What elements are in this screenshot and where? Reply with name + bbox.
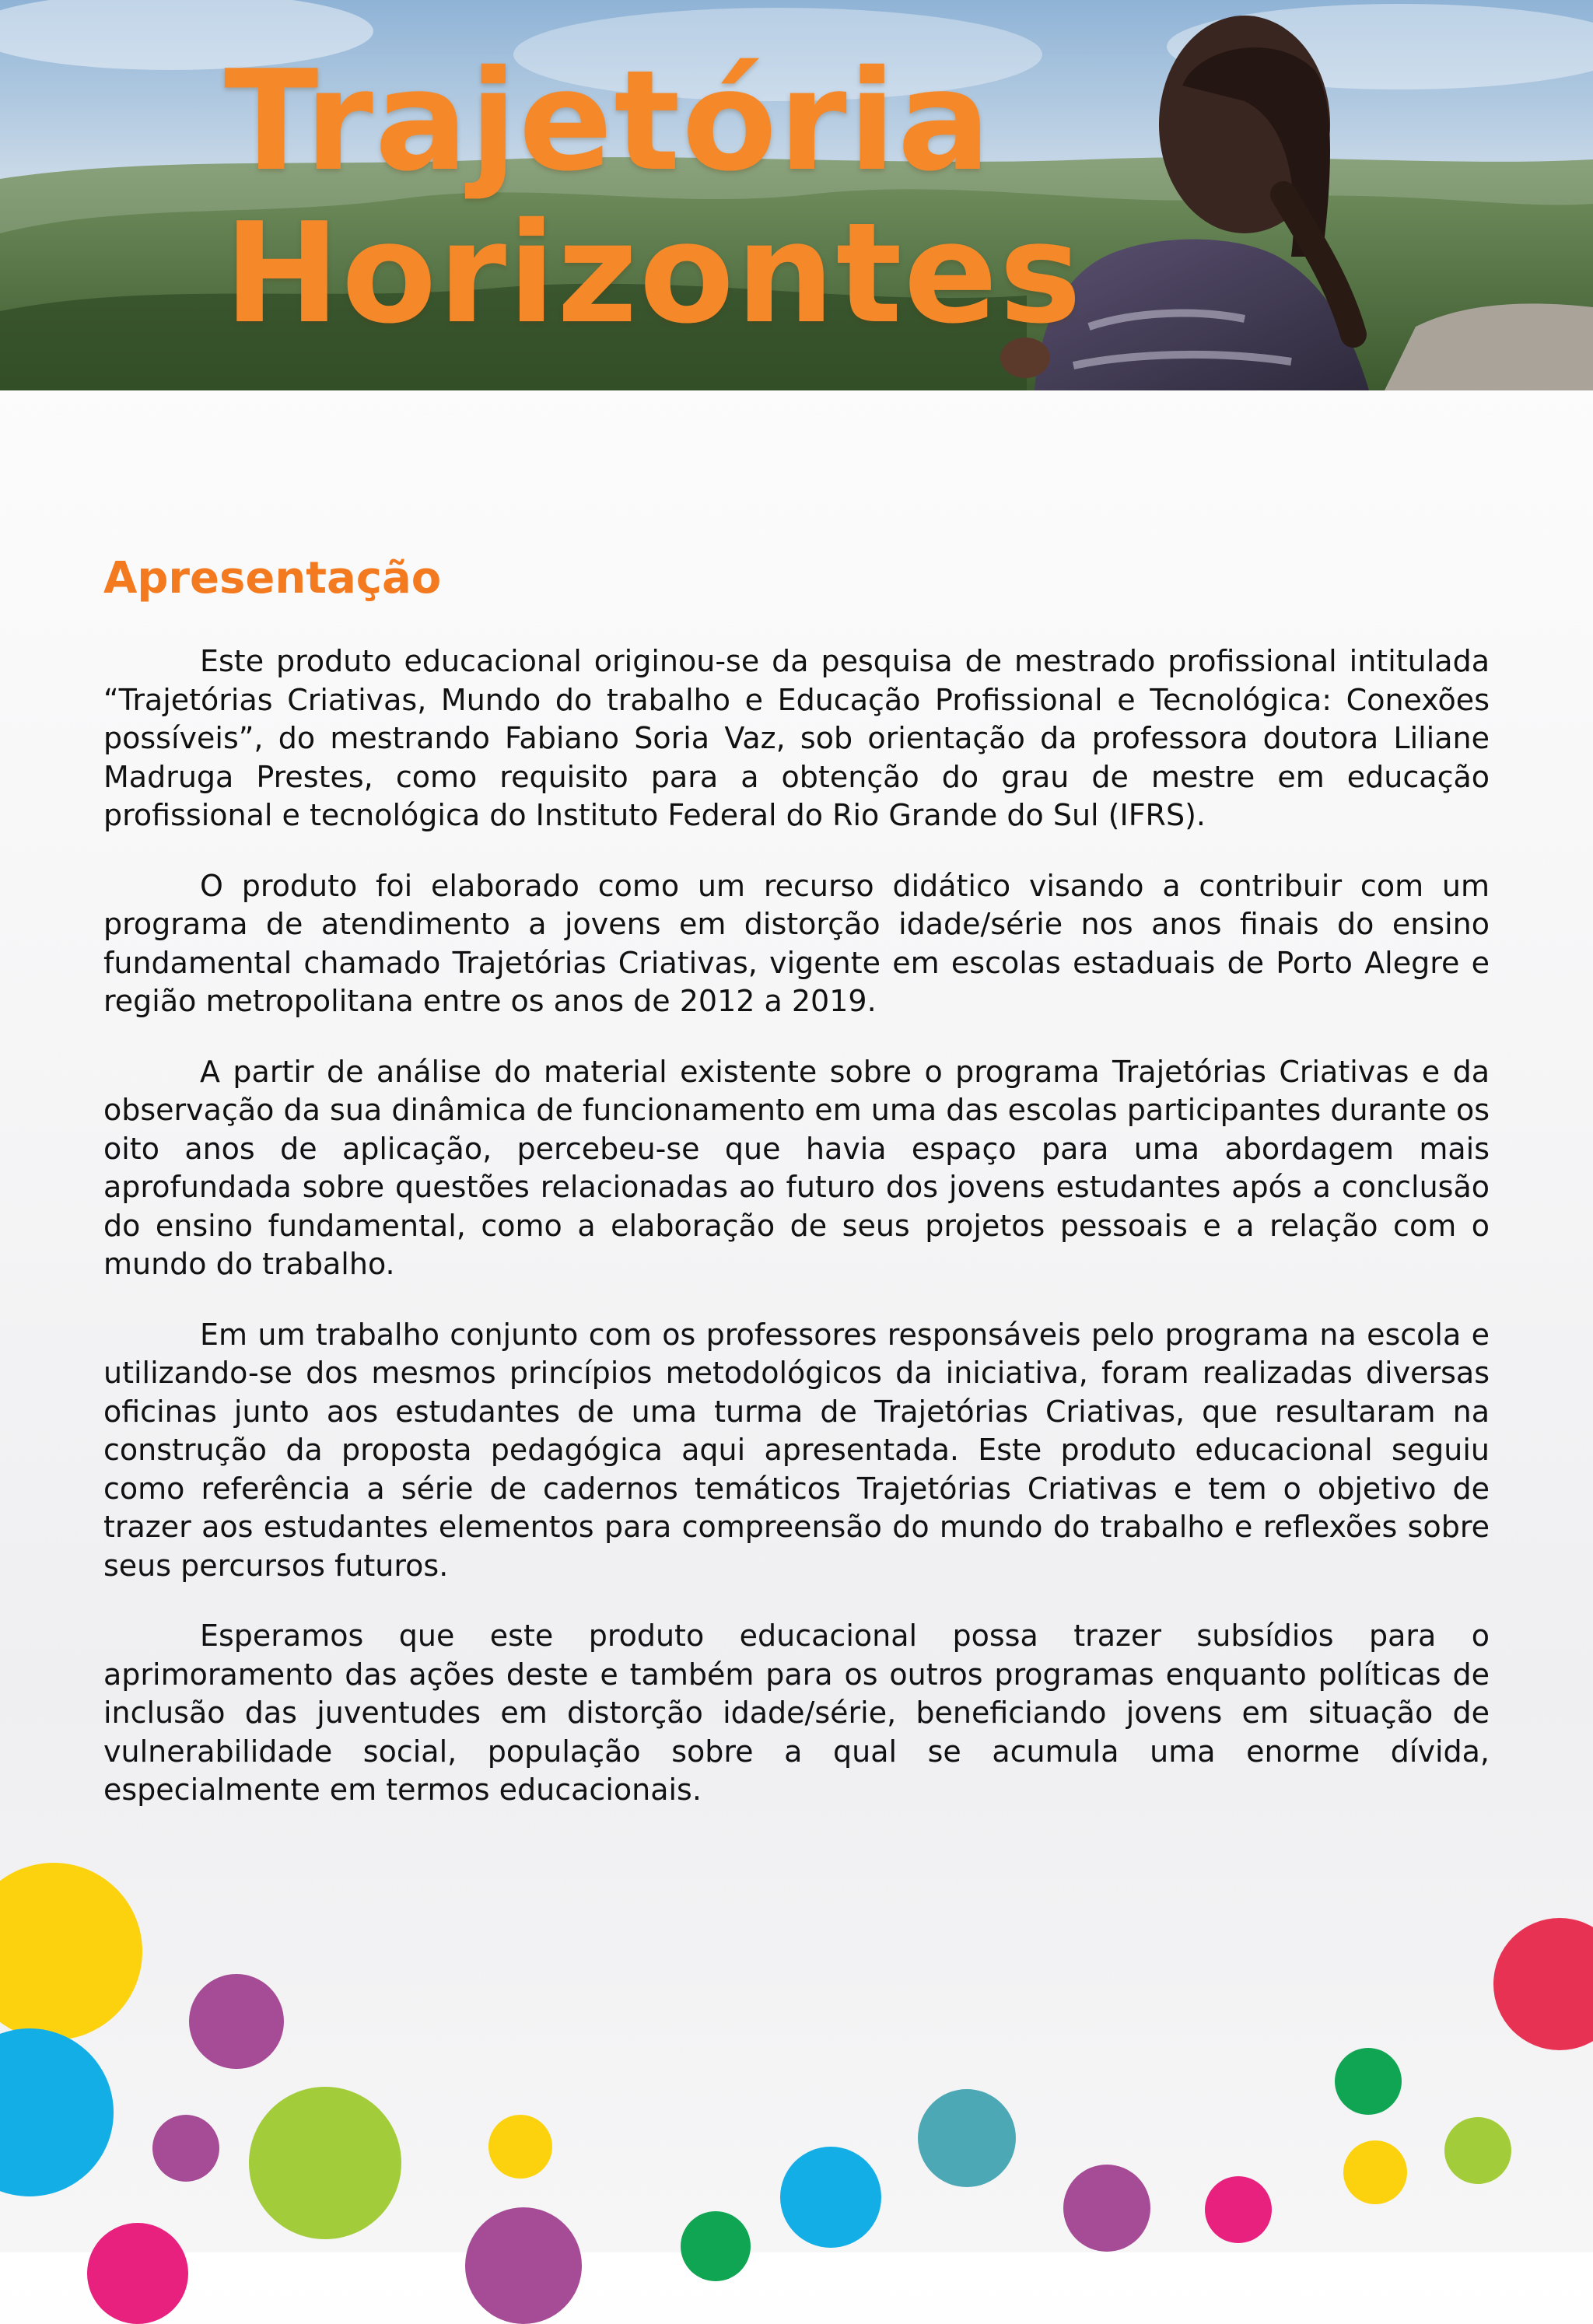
dot-purple-small — [152, 2115, 219, 2182]
paragraph-5: Esperamos que este produto educacional possa trazer subsídios para o aprimoramento das ações deste e também para os outros programas enquanto políticas de inclusão das juventudes em distorção idade/série, beneficiando jovens em situação de vulnerabilidade social, população sobre a qual se acumula uma enorme dívida, especialmente em termos educacionais. — [103, 1619, 1490, 1807]
dot-purple-bottom — [465, 2207, 582, 2324]
dot-darkgreen-small — [1335, 2048, 1402, 2115]
dot-pink-bottom-left — [87, 2223, 188, 2324]
dot-red-right — [1493, 1918, 1593, 2050]
section-title: Apresentação — [103, 553, 442, 604]
dot-purple-bottom-right — [1063, 2165, 1150, 2252]
banner-title-line2: Horizontes — [224, 193, 1084, 354]
dot-pink-small — [1205, 2176, 1272, 2243]
dot-green-large — [249, 2087, 401, 2239]
paragraph-2: O produto foi elaborado como um recurso didático visando a contribuir com um programa de atendimento a jovens em distorção idade/série nos anos finais do ensino fundamental chamado Trajetórias Criativas, vigente em escolas estaduais de Porto Alegre e região metropolitana entre os anos de 2012 a 2019. — [103, 868, 1490, 1018]
banner-title — [224, 40, 1084, 354]
dot-purple-medium — [189, 1974, 284, 2069]
dot-yellow-right — [1343, 2140, 1407, 2204]
dot-yellow-small — [488, 2115, 552, 2179]
header-banner — [0, 0, 1593, 390]
presentation-body — [103, 642, 1490, 1842]
dot-blue-large — [0, 2028, 114, 2196]
paragraph-3: A partir de análise do material existente sobre o programa Trajetórias Criativas e da observação da sua dinâmica de funcionamento em uma das escolas participantes durante os oito anos de aplicação, percebeu-se que havia espaço para uma abordagem mais aprofundada sobre questões relacionadas ao futuro dos jovens estudantes após a conclusão do ensino fundamental, como a elaboração de seus projetos pessoais e a relação com o mundo do trabalho. — [103, 1054, 1490, 1281]
paragraph-1: Este produto educacional originou-se da pesquisa de mestrado profissional intitulada “Trajetórias Criativas, Mundo do trabalho e Educação Profissional e Tecnológica: Conexões possíveis”, do mestrando Fabiano Soria Vaz, sob orientação da professora doutora Liliane Madruga Prestes, como requisito para a obtenção do grau de mestre em educação profissional e tecnológica do Instituto Federal do Rio Grande do Sul (IFRS). — [103, 644, 1490, 832]
banner-title-line1: Trajetória — [224, 40, 993, 201]
dot-teal-medium — [918, 2089, 1016, 2187]
dot-darkgreen-bottom — [681, 2211, 751, 2281]
dot-yellow-large — [0, 1863, 142, 2040]
dot-blue-medium — [780, 2147, 881, 2248]
paragraph-4: Em um trabalho conjunto com os professores responsáveis pelo programa na escola e utilizando-se dos mesmos princípios metodológicos da iniciativa, foram realizadas diversas oficinas junto aos estudantes de uma turma de Trajetórias Criativas, que resultaram na construção da proposta pedagógica aqui apresentada. Este produto educacional seguiu como referência a série de cadernos temáticos Trajetórias Criativas e tem o objetivo de trazer aos estudantes elementos para compreensão do mundo do trabalho e reflexões sobre seus percursos futuros. — [103, 1317, 1490, 1583]
dot-green-right — [1444, 2117, 1511, 2184]
